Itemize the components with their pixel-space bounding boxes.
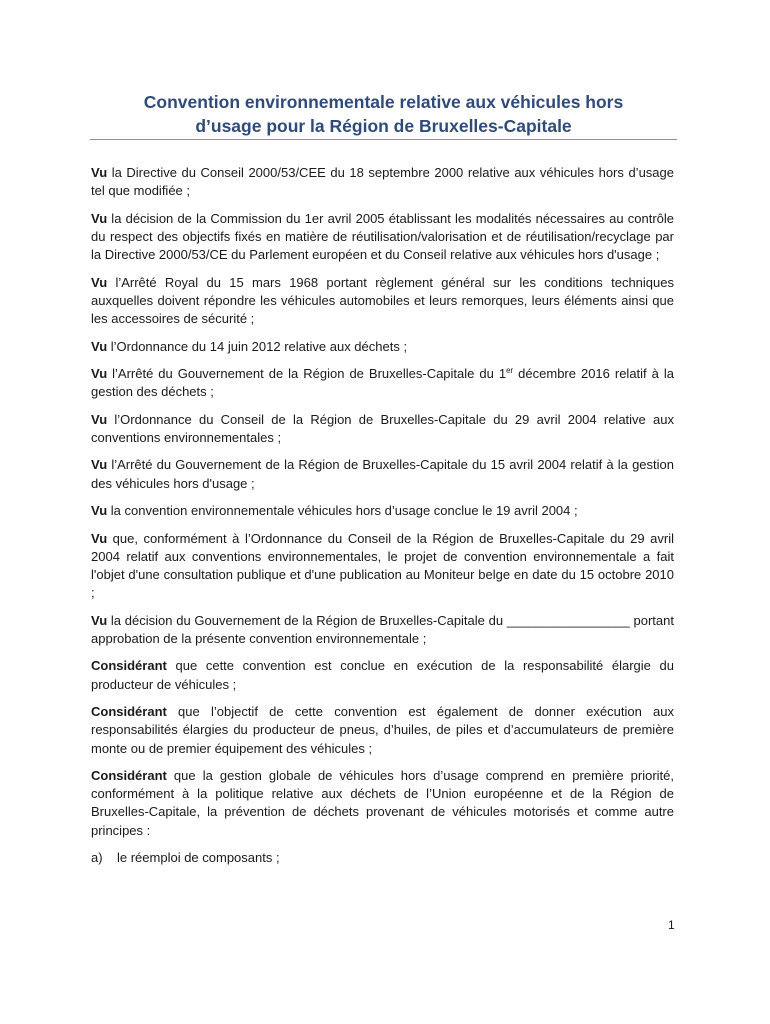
paragraph-considerant-producteur: Considérant que cette convention est conclue en exécution de la responsabilité élargie du producteur de véhicules ;	[91, 658, 674, 692]
document-body	[91, 164, 674, 867]
list-item-text: le réemploi de composants ;	[117, 850, 280, 866]
paragraph-ordonnance-dechets: Vu l’Ordonnance du 14 juin 2012 relative aux déchets ;	[91, 338, 408, 354]
title-line-1: Convention environnementale relative aux véhicules hors	[143, 92, 624, 112]
title-line-2: d’usage pour la Région de Bruxelles-Capitale	[195, 116, 572, 136]
page-number: 1	[668, 918, 675, 932]
paragraph-commission-decision: Vu la décision de la Commission du 1er avril 2005 établissant les modalités nécessaires au contrôle du respect des objectifs fixés en matière de réutilisation/valorisation et de réutilisation/recyclage par la Directive 2000/53/CE du Parlement européen et du Conseil relative aux véhicules hors d'usage ;	[91, 210, 674, 263]
paragraph-arrete-royal: Vu l’Arrêté Royal du 15 mars 1968 portant règlement général sur les conditions techniques auxquelles doivent répondre les véhicules automobiles et leurs remorques, leurs éléments ainsi que les accessoires de sécurité ;	[91, 274, 674, 327]
paragraph-arrete-2004: Vu l’Arrêté du Gouvernement de la Région de Bruxelles-Capitale du 15 avril 2004 relatif à la gestion des véhicules hors d'usage ;	[91, 457, 674, 491]
title-underline	[90, 139, 677, 140]
paragraph-considerant-objectif: Considérant que l’objectif de cette convention est également de donner exécution aux responsabilités élargies du producteur de pneus, d’huiles, de piles et d’accumulateurs de première monte ou de premier équipement des véhicules ;	[91, 704, 674, 756]
paragraph-ordonnance-conventions: Vu l’Ordonnance du Conseil de la Région de Bruxelles-Capitale du 29 avril 2004 relative aux conventions environnementales ;	[91, 411, 674, 445]
document-title	[90, 90, 677, 138]
list-item	[91, 849, 674, 867]
paragraph-directive: Vu la Directive du Conseil 2000/53/CEE du 18 septembre 2000 relative aux véhicules hors d’usage tel que modifiée ;	[91, 165, 674, 199]
paragraph-convention-2004: Vu la convention environnementale véhicules hors d’usage conclue le 19 avril 2004 ;	[91, 503, 578, 519]
paragraph-arrete-2016: Vu l’Arrêté du Gouvernement de la Région de Bruxelles-Capitale du 1er décembre 2016 relatif à la gestion des déchets ;	[91, 366, 674, 400]
paragraph-gouvernement-decision: Vu la décision du Gouvernement de la Région de Bruxelles-Capitale du _________________ portant approbation de la présente convention environnementale ;	[91, 612, 674, 646]
list-marker: a)	[91, 850, 103, 866]
paragraph-consultation: Vu que, conformément à l’Ordonnance du Conseil de la Région de Bruxelles-Capitale du 29 avril 2004 relatif aux conventions environnementales, le projet de convention environnementale a fait l'objet d'une consultation publique et d'une publication au Moniteur belge en date du 15 octobre 2010 ;	[91, 530, 674, 601]
paragraph-considerant-gestion: Considérant que la gestion globale de véhicules hors d’usage comprend en première priorité, conformément à la politique relative aux déchets de l’Union européenne et de la Région de Bruxelles-Capitale, la prévention de déchets provenant de véhicules motorisés et comme autre principes :	[91, 768, 674, 838]
